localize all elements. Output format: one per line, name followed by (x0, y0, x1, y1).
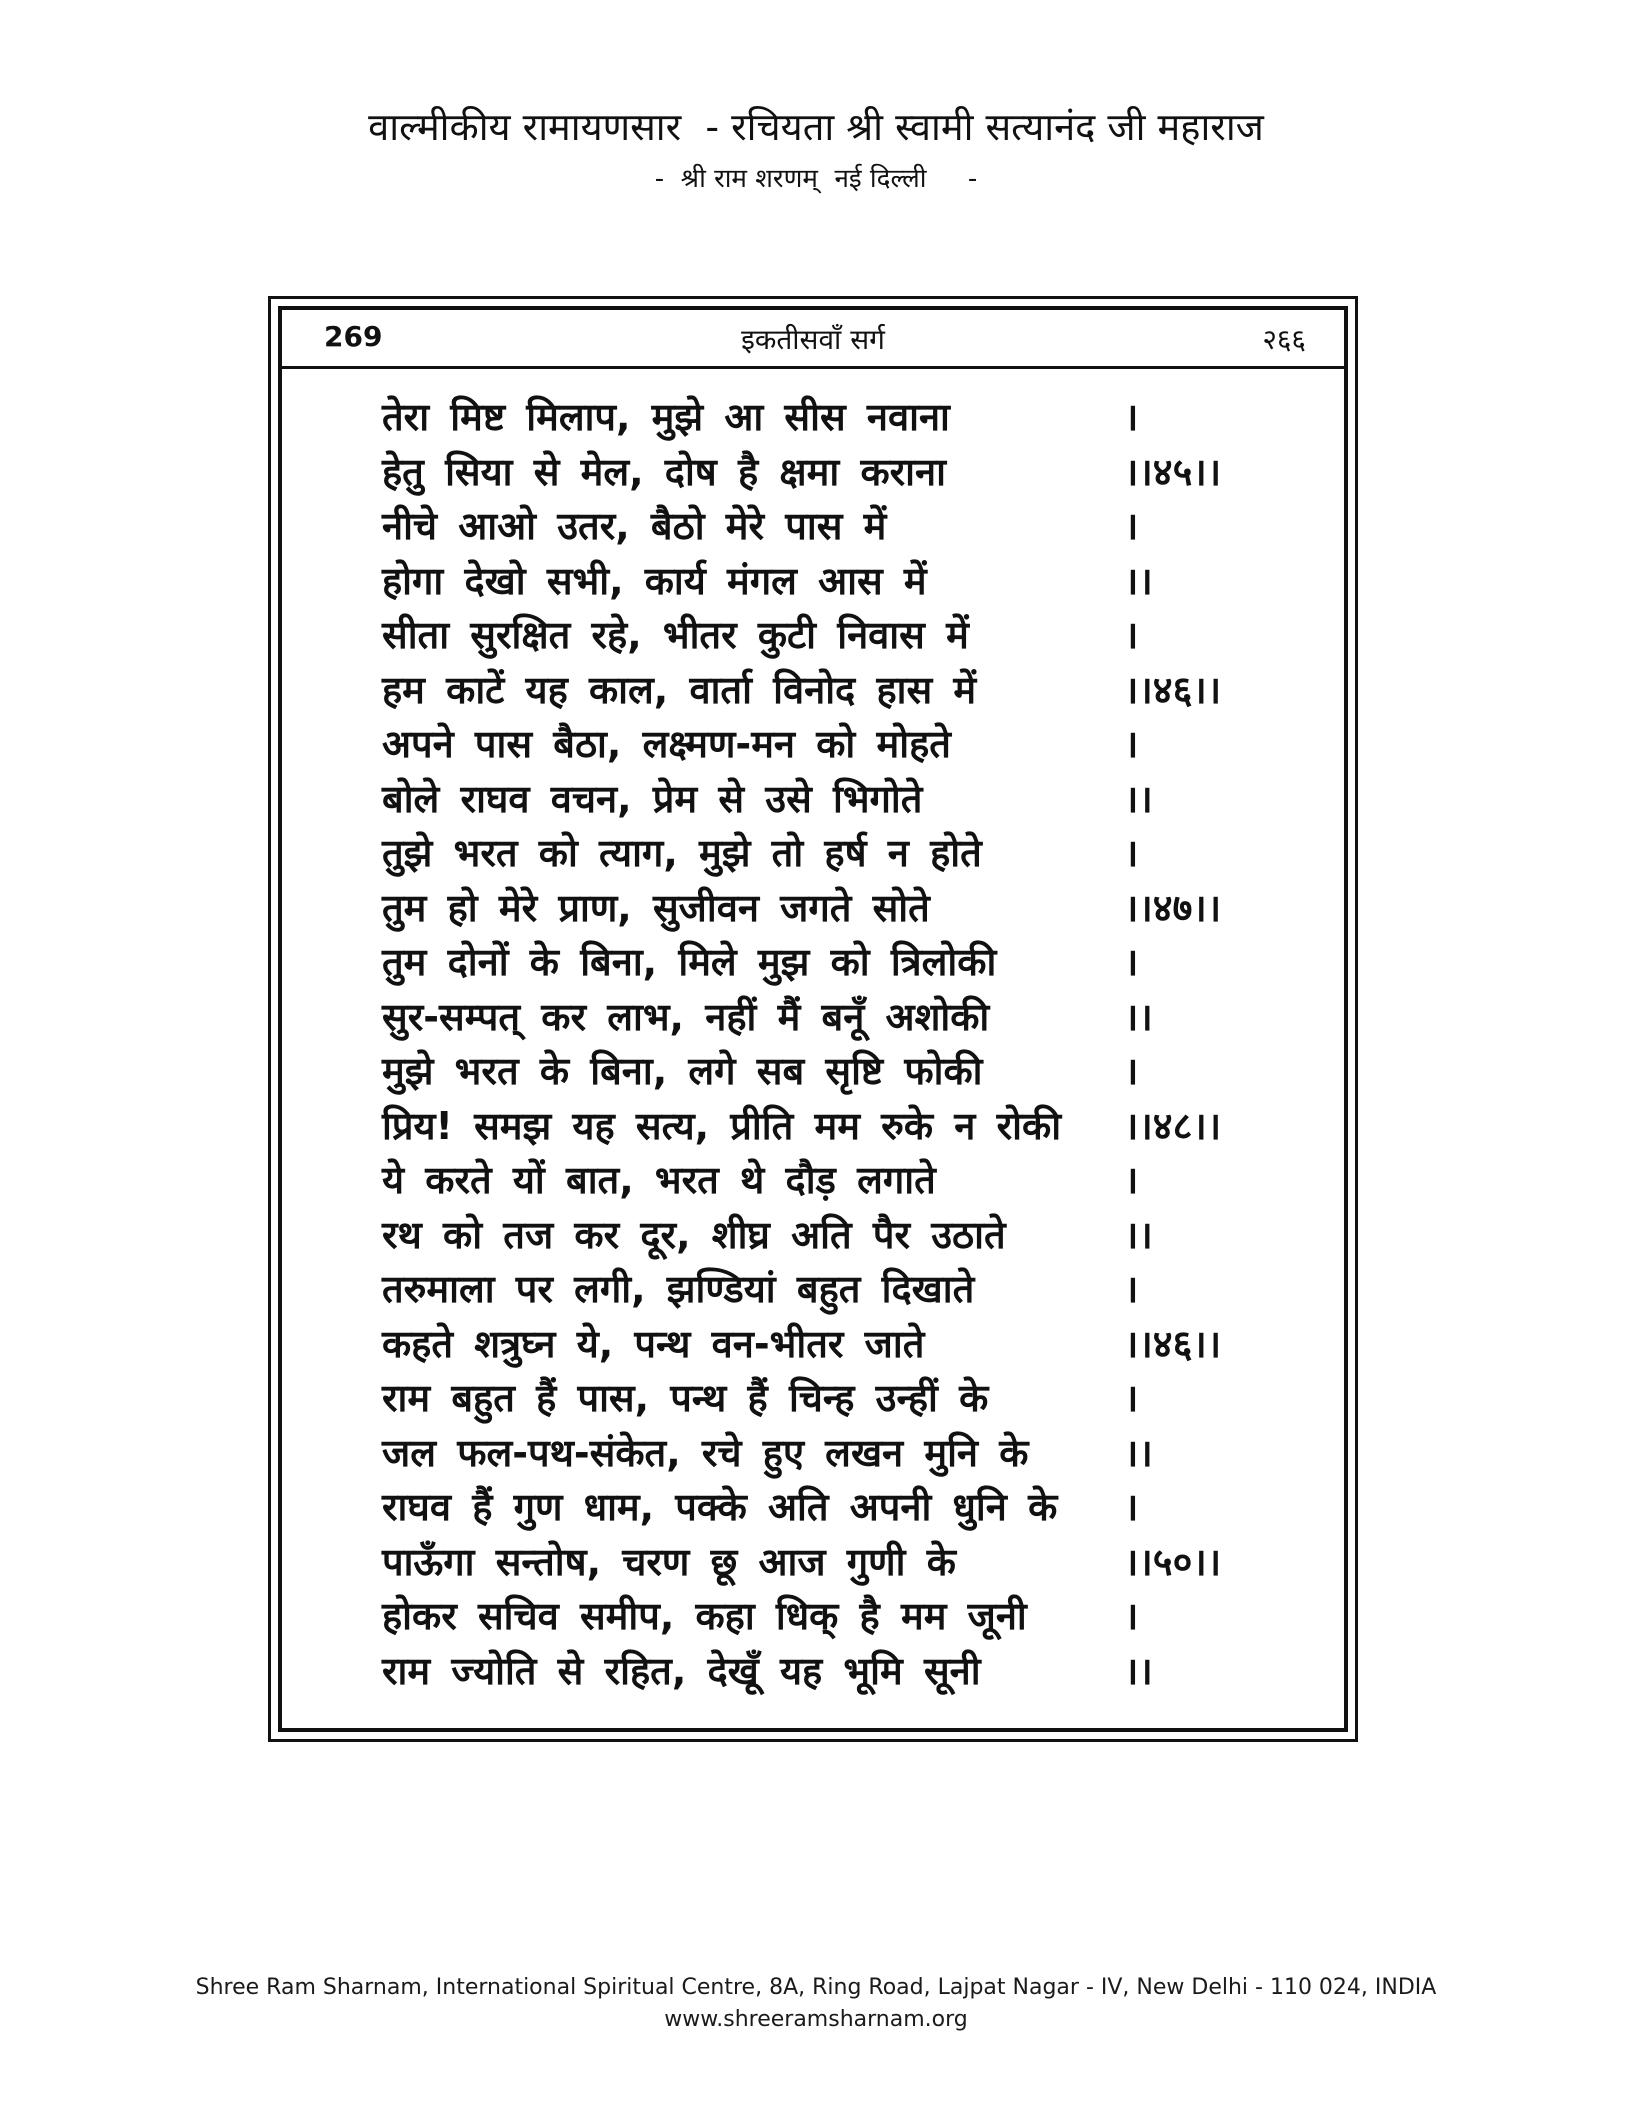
verse-line (382, 608, 1282, 663)
verse-line (382, 499, 1282, 554)
verse-text: होगा देखो सभी, कार्य मंगल आस में (382, 558, 927, 603)
verse-line (382, 1644, 1282, 1699)
verse-mark: ।। (1124, 776, 1153, 821)
footer-address: Shree Ram Sharnam, International Spiritual Centre, 8A, Ring Road, Lajpat Nagar - IV, New Delhi - 110 024, INDIA (195, 1975, 1437, 2000)
verse-mark: ।।४६।। (1124, 667, 1222, 712)
verse-line (382, 1153, 1282, 1208)
verse-line (382, 935, 1282, 990)
verse-text: तेरा मिष्ट मिलाप, मुझे आ सीस नवाना (382, 395, 950, 439)
verse-text: नीचे आओ उतर, बैठो मेरे पास में (382, 504, 887, 548)
verse-mark: । (1124, 395, 1139, 439)
verse-text: बोले राघव वचन, प्रेम से उसे भिगोते (382, 776, 923, 821)
scripture-frame-inner (278, 306, 1348, 1732)
verse-line (382, 1589, 1282, 1644)
verse-line (382, 663, 1282, 718)
verse-mark: । (1124, 1594, 1139, 1638)
verse-line (382, 1262, 1282, 1317)
verse-mark: ।। (1124, 994, 1153, 1039)
chapter-header (282, 310, 1344, 369)
verse-list (382, 390, 1282, 1698)
page-title: वाल्मीकीय रामायणसार - रचियता श्री स्वामी सत्यानंद जी महाराज (368, 105, 1264, 149)
verse-text: राघव हैं गुण धाम, पक्के अति अपनी धुनि के (382, 1485, 1058, 1529)
verse-mark: । (1124, 1485, 1139, 1529)
verse-mark: । (1124, 940, 1139, 984)
verse-text: हेतु सिया से मेल, दोष है क्षमा कराना (382, 449, 946, 494)
verse-text: राम बहुत हैं पास, पन्थ हैं चिन्ह उन्हीं के (382, 1376, 989, 1420)
verse-mark: ।। (1124, 1648, 1153, 1693)
verse-text: कहते शत्रुघ्न ये, पन्थ वन-भीतर जाते (382, 1321, 925, 1366)
verse-line (382, 1208, 1282, 1263)
verse-mark: ।।४६।। (1124, 1321, 1222, 1366)
verse-line (382, 1044, 1282, 1099)
verse-text: हम काटें यह काल, वार्ता विनोद हास में (382, 667, 977, 712)
page-number-arabic: 269 (324, 320, 383, 353)
verse-text: तुम हो मेरे प्राण, सुजीवन जगते सोते (382, 885, 930, 930)
verse-text: ये करते यों बात, भरत थे दौड़ लगाते (382, 1158, 936, 1202)
verse-mark: । (1124, 1376, 1139, 1420)
verse-line (382, 1099, 1282, 1154)
verse-mark: ।। (1124, 1430, 1153, 1475)
chapter-title: इकतीसवाँ सर्ग (741, 323, 885, 356)
page-footer (0, 1972, 1632, 2036)
page-header (0, 102, 1632, 196)
verse-mark: ।।४५।। (1124, 449, 1222, 494)
page-number-devanagari: २६६ (1262, 323, 1306, 356)
verse-text: मुझे भरत के बिना, लगे सब सृष्टि फोकी (382, 1049, 983, 1093)
verse-text: रथ को तज कर दूर, शीघ्र अति पैर उठाते (382, 1212, 1006, 1257)
verse-text: अपने पास बैठा, लक्ष्मण-मन को मोहते (382, 722, 951, 766)
verse-line (382, 772, 1282, 827)
verse-mark: ।।४७।। (1124, 885, 1222, 930)
verse-line (382, 881, 1282, 936)
scripture-frame (268, 296, 1358, 1742)
verse-mark: ।।५०।। (1124, 1539, 1222, 1584)
verse-line (382, 554, 1282, 609)
verse-line (382, 717, 1282, 772)
verse-mark: । (1124, 504, 1139, 548)
verse-text: सीता सुरक्षित रहे, भीतर कुटी निवास में (382, 613, 969, 657)
verse-mark: । (1124, 1158, 1139, 1202)
verse-text: होकर सचिव समीप, कहा धिक् है मम जूनी (382, 1594, 1027, 1638)
verse-text: राम ज्योति से रहित, देखूँ यह भूमि सूनी (382, 1648, 981, 1693)
verse-line (382, 1317, 1282, 1372)
verse-mark: । (1124, 613, 1139, 657)
verse-text: पाऊँगा सन्तोष, चरण छू आज गुणी के (382, 1539, 956, 1584)
verse-line (382, 390, 1282, 445)
verse-text: तुझे भरत को त्याग, मुझे तो हर्ष न होते (382, 831, 982, 875)
verse-line (382, 1480, 1282, 1535)
verse-text: तुम दोनों के बिना, मिले मुझ को त्रिलोकी (382, 940, 997, 984)
verse-line (382, 826, 1282, 881)
verse-mark: ।। (1124, 1212, 1153, 1257)
verse-mark: । (1124, 1267, 1139, 1311)
verse-line (382, 990, 1282, 1045)
verse-mark: । (1124, 722, 1139, 766)
footer-website: www.shreeramsharnam.org (664, 2007, 968, 2032)
verse-mark: । (1124, 831, 1139, 875)
verse-line (382, 1535, 1282, 1590)
verse-text: सुर-सम्पत् कर लाभ, नहीं मैं बनूँ अशोकी (382, 994, 990, 1039)
verse-line (382, 1426, 1282, 1481)
verse-mark: ।।४८।। (1124, 1103, 1222, 1148)
verse-text: प्रिय! समझ यह सत्य, प्रीति मम रुके न रोकी (382, 1103, 1062, 1148)
verse-text: तरुमाला पर लगी, झण्डियां बहुत दिखाते (382, 1267, 975, 1311)
verse-mark: । (1124, 1049, 1139, 1093)
verse-line (382, 1371, 1282, 1426)
page-subtitle: - श्री राम शरणम् नई दिल्ली - (654, 164, 978, 194)
verse-text: जल फल-पथ-संकेत, रचे हुए लखन मुनि के (382, 1430, 1029, 1475)
verse-mark: ।। (1124, 558, 1153, 603)
verse-line (382, 445, 1282, 500)
